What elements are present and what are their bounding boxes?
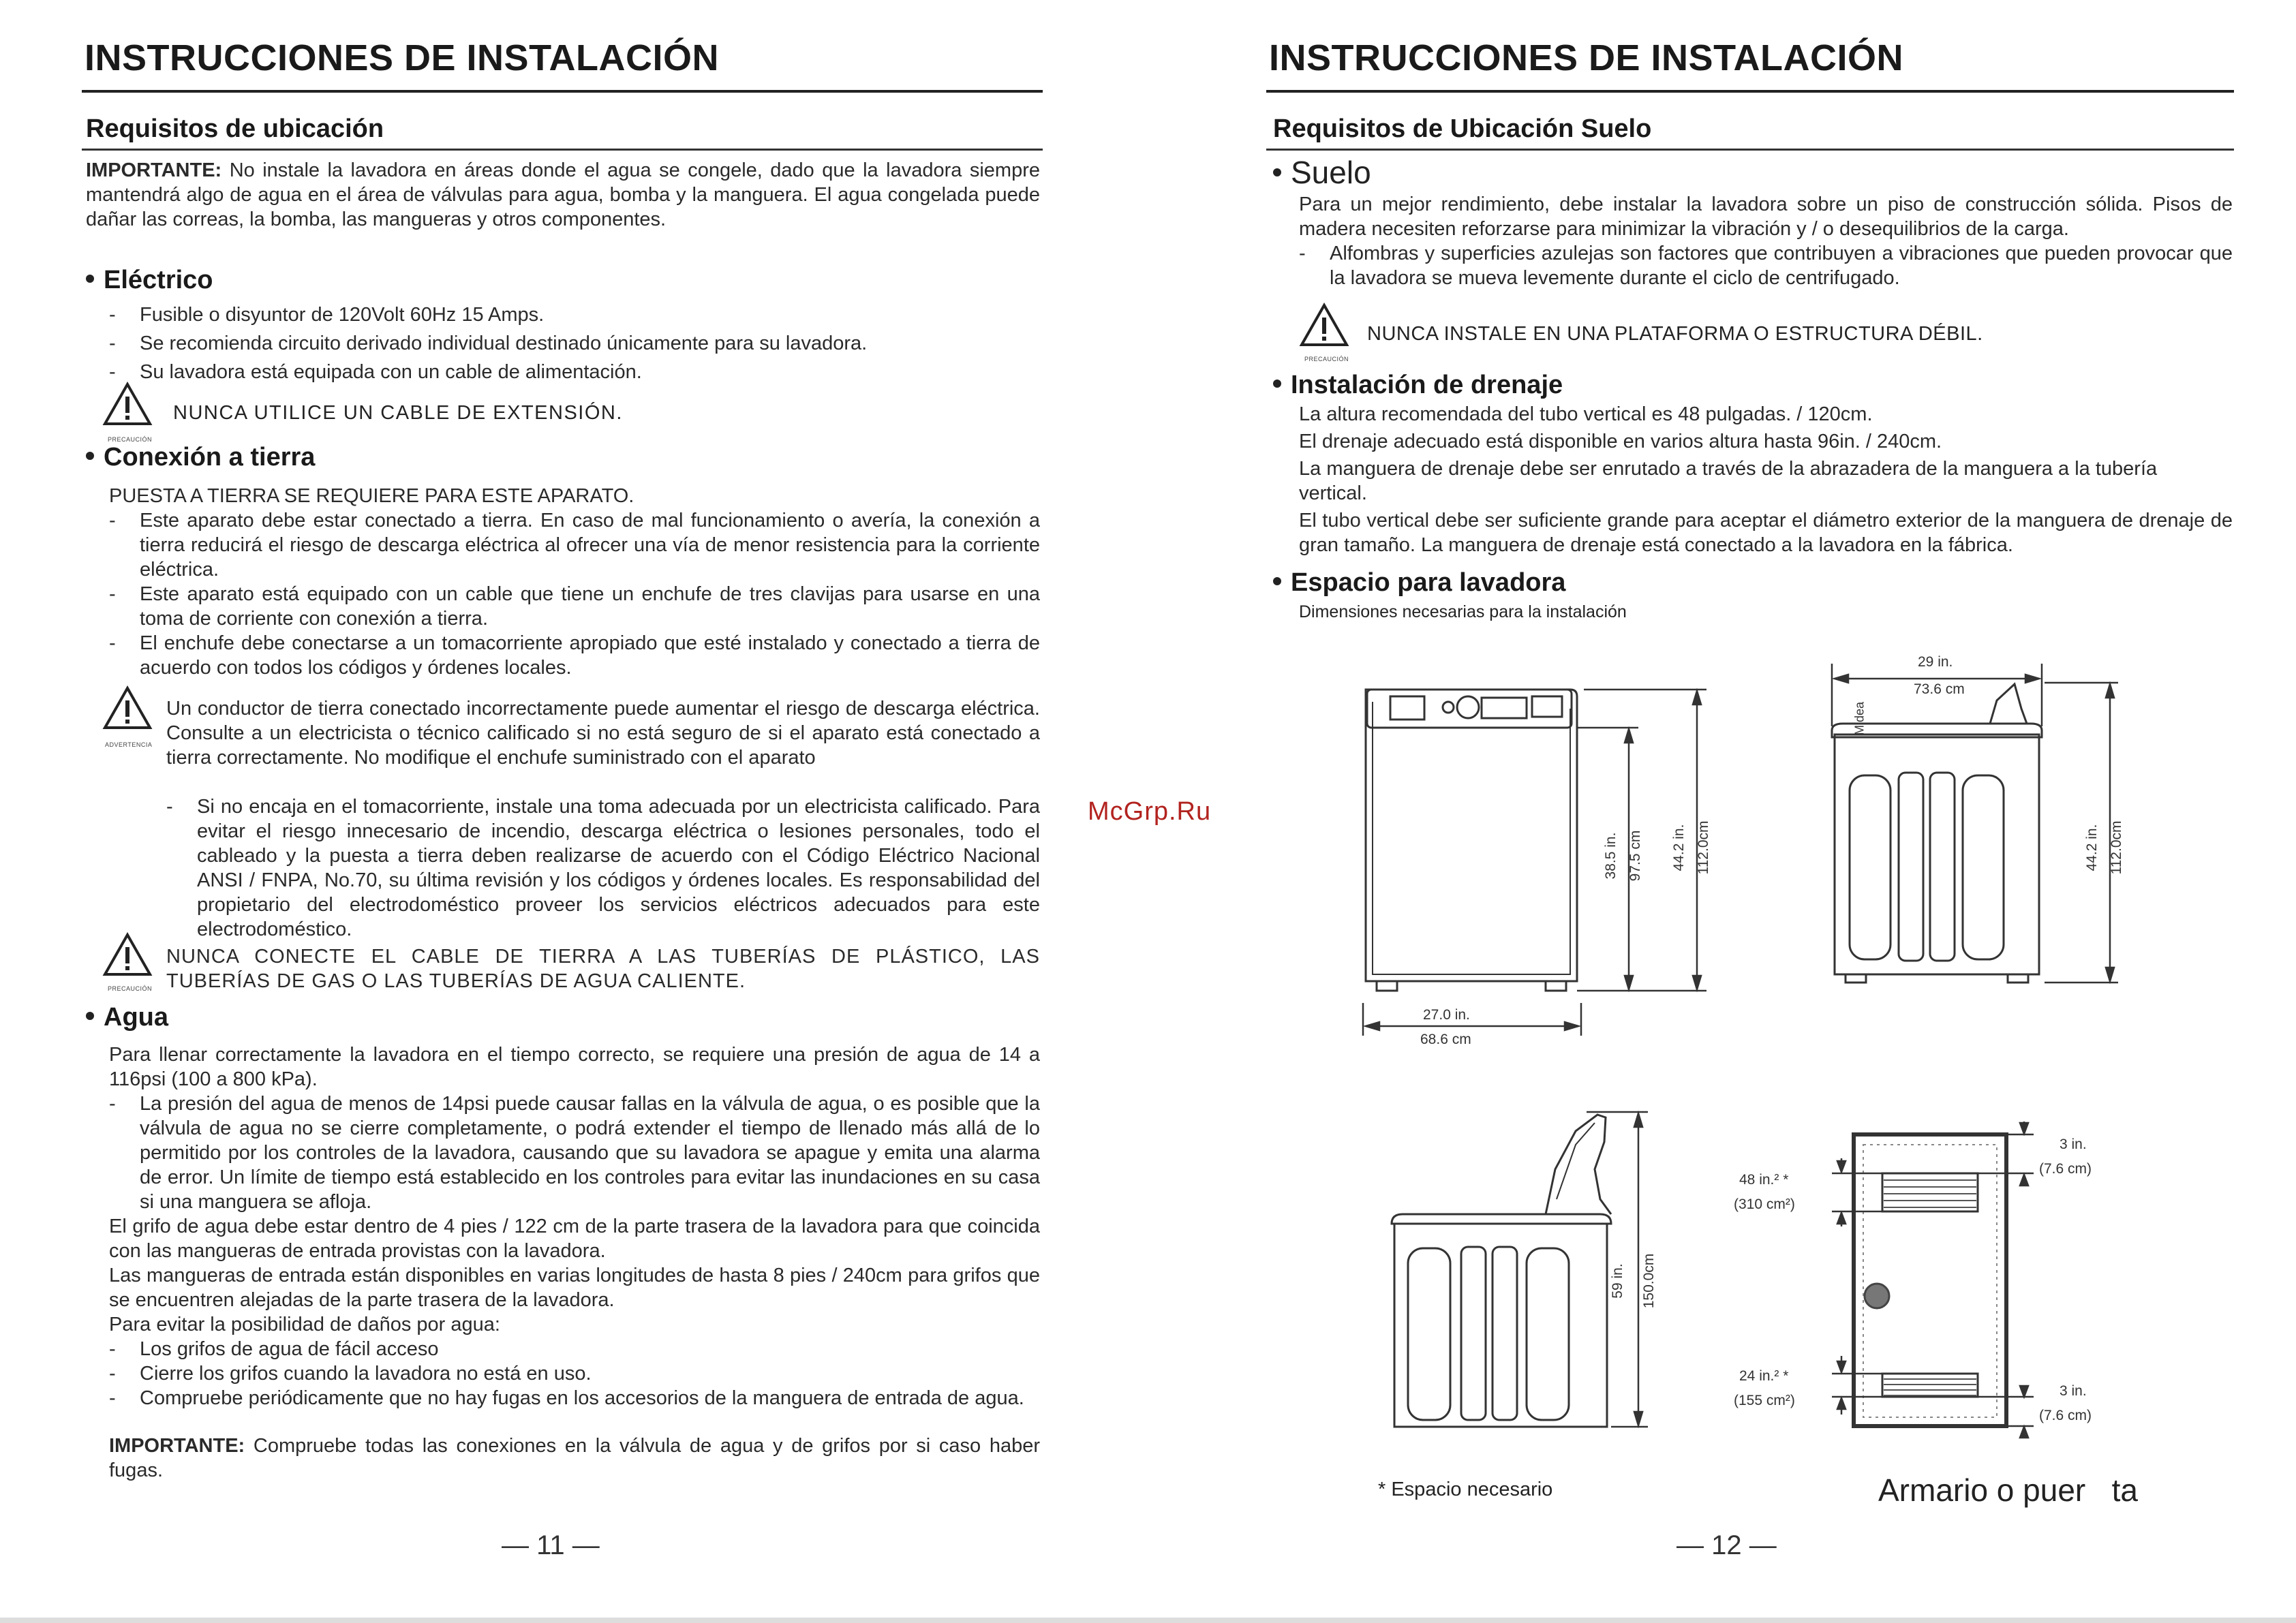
drenaje-line: La altura recomendada del tubo vertical es 48 pulgadas. / 120cm.: [1299, 403, 1873, 425]
bullet-icon: [86, 1012, 94, 1020]
subtitle-rule: [82, 149, 1043, 151]
list-item: - Cierre los grifos cuando la lavadora no está en uso.: [109, 1361, 1040, 1386]
top-vent-in: 48 in.² *: [1739, 1172, 1789, 1188]
electrico-list: [109, 303, 1043, 384]
tierra-heading: [86, 443, 315, 472]
tierra-lead: PUESTA A TIERRA SE REQUIERE PARA ESTE APARATO.: [109, 485, 634, 507]
list-item: - Su lavadora está equipada con un cable de alimentación.: [109, 360, 1043, 384]
bottom-gap-in: 3 in.: [2060, 1383, 2087, 1399]
drenaje-line: El drenaje adecuado está disponible en varios altura hasta 96in. / 240cm.: [1299, 431, 1942, 452]
electrico-heading-text: Eléctrico: [104, 266, 213, 294]
list-item: - El enchufe debe conectarse a un tomacorriente apropiado que esté instalado y conectado a tierra de acuerdo con todos los códigos y órdenes locales.: [109, 631, 1040, 680]
top-gap-cm: (7.6 cm): [2039, 1161, 2092, 1177]
page-number: — 11 —: [502, 1530, 600, 1560]
caution-label: PRECAUCIÓN: [108, 436, 153, 443]
side-height-in: 44.2 in.: [2084, 824, 2100, 871]
important-label: IMPORTANTE:: [86, 159, 222, 181]
electrico-heading: [86, 266, 213, 295]
caution-label: PRECAUCIÓN: [1304, 356, 1349, 362]
section-subtitle: Requisitos de Ubicación Suelo: [1273, 114, 1652, 143]
top-gap-in: 3 in.: [2060, 1137, 2087, 1152]
list-item: - Fusible o disyuntor de 120Volt 60Hz 15 Amps.: [109, 303, 1043, 327]
agua-paragraph: Las mangueras de entrada están disponibles en varias longitudes de hasta 8 pies / 240cm para grifos que se encuentren alejadas de la parte trasera de la lavadora.: [109, 1265, 1040, 1311]
agua-paragraph: Para evitar la posibilidad de daños por agua:: [109, 1314, 500, 1335]
espacio-necesario-note: * Espacio necesario: [1378, 1479, 1553, 1500]
front-width-cm: 68.6 cm: [1420, 1032, 1471, 1047]
tierra-sub-item: [166, 794, 1040, 942]
page-number: — 12 —: [1677, 1530, 1777, 1560]
caution-triangle-icon: [102, 932, 153, 977]
side-depth-in: 29 in.: [1918, 654, 1953, 670]
front-height2-in: 44.2 in.: [1671, 824, 1687, 871]
bullet-icon: [86, 452, 94, 460]
warning-triangle-icon: [102, 685, 153, 730]
agua-paragraph: Para llenar correctamente la lavadora en el tiempo correcto, se requiere una presión de agua de 14 a 116psi (100 a 800 kPa).: [109, 1044, 1040, 1090]
list-item: - La presión del agua de menos de 14psi puede causar fallas en la válvula de agua, o es posible que la válvula de agua no se cierre completamente, o podrá extender el tiempo de llenado más allá de lo permitido por los controles de la lavadora, causando que su lavadora se apague y emita una alarma de error. Un límite de tiempo está establecido en los controles para evitar las inundaciones en su casa si una manguera se afloja.: [109, 1092, 1040, 1214]
list-item: - Los grifos de agua de fácil acceso: [109, 1337, 1040, 1361]
caution-triangle-icon: [102, 382, 153, 427]
agua-heading-text: Agua: [104, 1003, 168, 1032]
agua-body: [109, 1042, 1040, 1483]
caution-label: PRECAUCIÓN: [108, 985, 153, 992]
list-item: - Se recomienda circuito derivado individual destinado únicamente para su lavadora.: [109, 331, 1043, 356]
warning-label: ADVERTENCIA: [105, 741, 153, 748]
list-item: - Este aparato está equipado con un cable que tiene un enchufe de tres clavijas para usarse en una toma de corriente con conexión a tierra.: [109, 582, 1040, 631]
bottom-edge: [0, 1618, 2296, 1623]
page-title: INSTRUCCIONES DE INSTALACIÓN: [1269, 37, 1904, 78]
tierra-list: [109, 508, 1040, 680]
list-item: - Compruebe periódicamente que no hay fugas en los accesorios de la manguera de entrada de agua.: [109, 1386, 1040, 1410]
front-width-in: 27.0 in.: [1423, 1007, 1470, 1023]
bullet-icon: [86, 275, 94, 283]
drenaje-line: La manguera de drenaje debe ser enrutado a través de la abrazadera de la manguera a la tubería vertical.: [1299, 458, 2158, 504]
open-height-cm: 150.0cm: [1641, 1253, 1657, 1309]
title-rule: [82, 90, 1043, 93]
washer-open-lid-view: [1392, 1115, 1611, 1427]
suelo-heading-text: Suelo: [1291, 155, 1371, 190]
bottom-vent-cm: (155 cm²): [1734, 1393, 1795, 1408]
drenaje-line: El tubo vertical debe ser suficiente grande para aceptar el diámetro exterior de la manguera de drenaje de gran tamaño. La manguera de drenaje está conectado a la lavadora en la fábrica.: [1299, 510, 2233, 556]
page-title: INSTRUCCIONES DE INSTALACIÓN: [85, 37, 720, 78]
caution-text: NUNCA CONECTE EL CABLE DE TIERRA A LAS TUBERÍAS DE PLÁSTICO, LAS TUBERÍAS DE GAS O LAS TUBERÍAS DE AGUA CALIENTE.: [166, 946, 1040, 992]
armario-caption: Armario o puer ta: [1878, 1472, 2138, 1508]
door-knob-icon: [1865, 1284, 1889, 1308]
bottom-gap-cm: (7.6 cm): [2039, 1408, 2092, 1423]
suelo-paragraph: Para un mejor rendimiento, debe instalar la lavadora sobre un piso de construcción sólida. Pisos de madera necesiten reforzarse para minimizar la vibración y / o desequilibrios de la carga.: [1299, 194, 2233, 240]
list-item: - Alfombras y superficies azulejas son factores que contribuyen a vibraciones que pueden provocar que la lavadora se mueva levemente durante el ciclo de centrifugado.: [1299, 241, 2233, 290]
right-page: [1148, 0, 2296, 1623]
washer-front-view: [1366, 690, 1577, 991]
agua-paragraph: El grifo de agua debe estar dentro de 4 pies / 122 cm de la parte trasera de la lavadora para que coincida con las mangueras de entrada provistas con la lavadora.: [109, 1216, 1040, 1262]
watermark: McGrp.Ru: [1088, 797, 1212, 826]
final-note-text: Compruebe todas las conexiones en la válvula de agua y de grifos por si caso haber fugas.: [109, 1435, 1040, 1481]
brand-label: Midea: [1852, 701, 1867, 736]
open-height-in: 59 in.: [1610, 1263, 1625, 1299]
top-vent-cm: (310 cm²): [1734, 1196, 1795, 1212]
intro-paragraph: [86, 158, 1040, 232]
dimensions-diagram: [1148, 0, 2296, 1623]
front-height1-in: 38.5 in.: [1603, 832, 1619, 880]
intro-text: No instale la lavadora en áreas donde el agua se congele, dado que la lavadora siempre mantendrá algo de agua en el área de válvulas para agua, bomba y la manguera. El agua congelada puede dañar las correas, la bomba, las mangueras y otros componentes.: [86, 159, 1040, 230]
front-height1-cm: 97.5 cm: [1627, 830, 1643, 882]
espacio-heading-text: Espacio para lavadora: [1291, 568, 1566, 597]
espacio-caption: Dimensiones necesarias para la instalación: [1299, 602, 1627, 621]
drenaje-heading-text: Instalación de drenaje: [1291, 371, 1563, 399]
caution-text: NUNCA UTILICE UN CABLE DE EXTENSIÓN.: [173, 402, 623, 424]
warning-text: Un conductor de tierra conectado incorrectamente puede aumentar el riesgo de descarga eléctrica. Consulte a un electricista o técnico calificado si no está seguro de si el aparato está conectado a tierra correctamente. No modifique el enchufe suministrado con el aparato: [166, 698, 1040, 769]
bottom-vent-in: 24 in.² *: [1739, 1368, 1789, 1384]
front-height2-cm: 112.0cm: [1696, 820, 1711, 875]
agua-heading: [86, 1003, 168, 1032]
list-item: - Este aparato debe estar conectado a tierra. En caso de mal funcionamiento o avería, la conexión a tierra reducirá el riesgo de descarga eléctrica al ofrecer una vía de menor resistencia para la corriente eléctrica.: [109, 508, 1040, 582]
important-label: IMPORTANTE:: [109, 1435, 245, 1457]
side-depth-cm: 73.6 cm: [1914, 681, 1965, 697]
closet-door: [1854, 1134, 2006, 1426]
tierra-heading-text: Conexión a tierra: [104, 443, 316, 472]
section-subtitle: Requisitos de ubicación: [86, 114, 384, 143]
list-item: - Si no encaja en el tomacorriente, instale una toma adecuada por un electricista calificado. Para evitar el riesgo innecesario de incendio, descarga eléctrica o lesiones personales, todo el cableado y la puesta a tierra deben realizarse de acuerdo con el Código Eléctrico Nacional ANSI / FNPA, No.70, su última revisión y los códigos y órdenes locales. Es responsabilidad del propietario del electrodoméstico proveer los servicios eléctricos adecuados para este electrodoméstico.: [166, 794, 1040, 942]
caution-text: NUNCA INSTALE EN UNA PLATAFORMA O ESTRUCTURA DÉBIL.: [1367, 323, 1983, 345]
side-height-cm: 112.0cm: [2109, 820, 2124, 875]
final-note: [109, 1434, 1040, 1483]
